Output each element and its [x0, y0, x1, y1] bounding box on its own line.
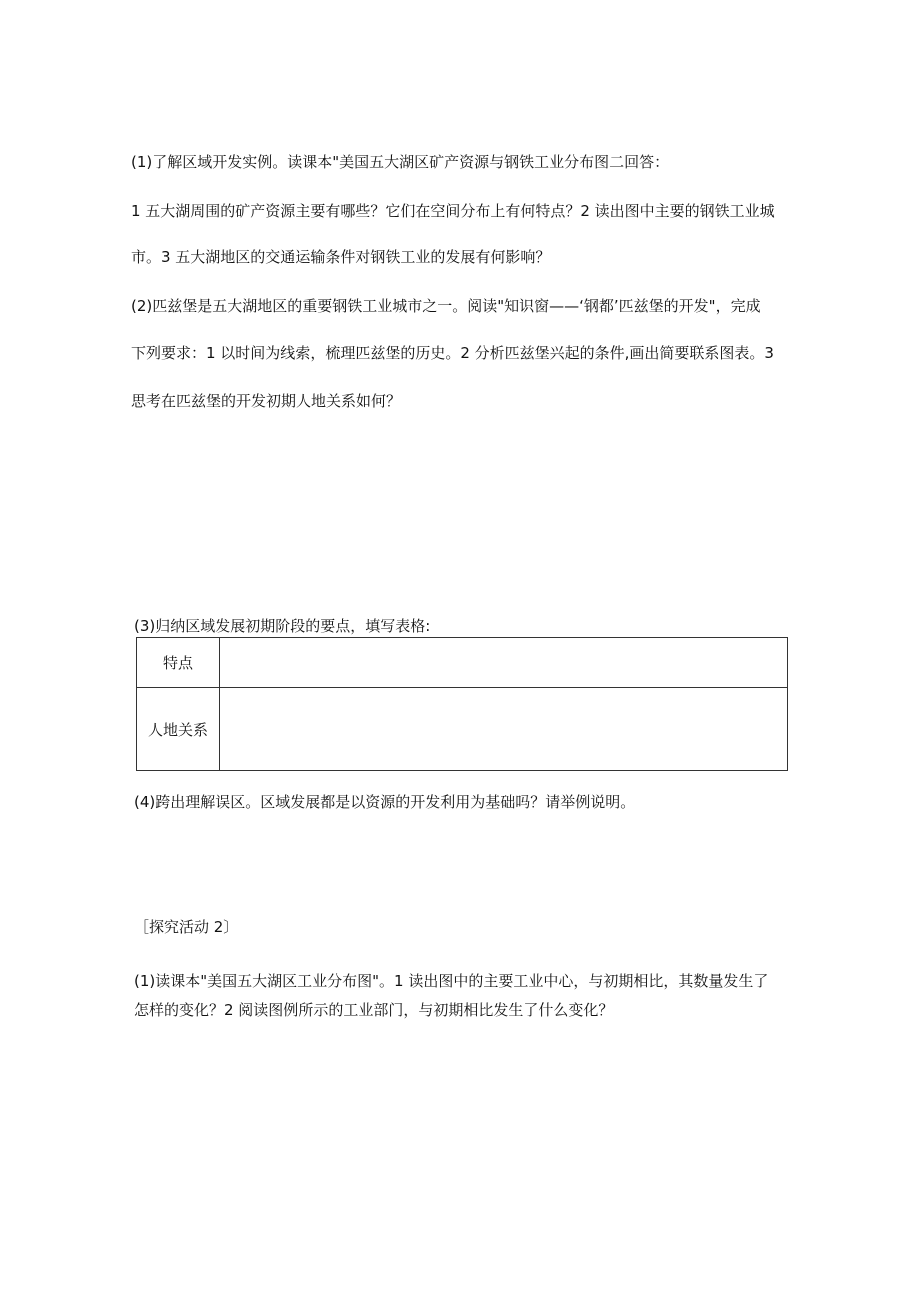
question-2-line-3: 思考在匹兹堡的开发初期人地关系如何？	[131, 392, 402, 410]
activity-2-question-1-line-1: (1)读课本"美国五大湖区工业分布图"。1 读出图中的主要工业中心，与初期相比，其数量发生了	[134, 972, 769, 990]
question-2-line-2: 下列要求：1 以时间为线索，梳理匹兹堡的历史。2 分析匹兹堡兴起的条件,画出简要联系图表。3	[131, 344, 774, 362]
summary-table	[136, 637, 788, 771]
question-1-line-3: 市。3 五大湖地区的交通运输条件对钢铁工业的发展有何影响？	[131, 248, 551, 266]
question-1-line-1: (1)了解区域开发实例。读课本"美国五大湖区矿产资源与钢铁工业分布图二回答：	[131, 153, 670, 171]
table-cell-human-land-relation[interactable]	[220, 688, 788, 771]
question-4: (4)跨出理解误区。区域发展都是以资源的开发利用为基础吗？请举例说明。	[134, 793, 636, 811]
table-cell-characteristics[interactable]	[220, 638, 788, 688]
table-row-label-characteristics: 特点	[137, 638, 220, 688]
activity-2-heading: ［探究活动 2〕	[134, 918, 239, 936]
table-row-label-human-land-relation: 人地关系	[137, 688, 220, 771]
activity-2-question-1-line-2: 怎样的变化？2 阅读图例所示的工业部门，与初期相比发生了什么变化？	[134, 1001, 614, 1019]
table-row	[137, 638, 788, 688]
table-row	[137, 688, 788, 771]
question-1-line-2: 1 五大湖周围的矿产资源主要有哪些？它们在空间分布上有何特点？2 读出图中主要的钢铁工业城	[131, 202, 775, 220]
question-2-line-1: (2)匹兹堡是五大湖地区的重要钢铁工业城市之一。阅读"知识窗——‘钢都’匹兹堡的开发"，完成	[131, 297, 761, 315]
question-3-intro: (3)归纳区域发展初期阶段的要点，填写表格:	[134, 617, 431, 635]
